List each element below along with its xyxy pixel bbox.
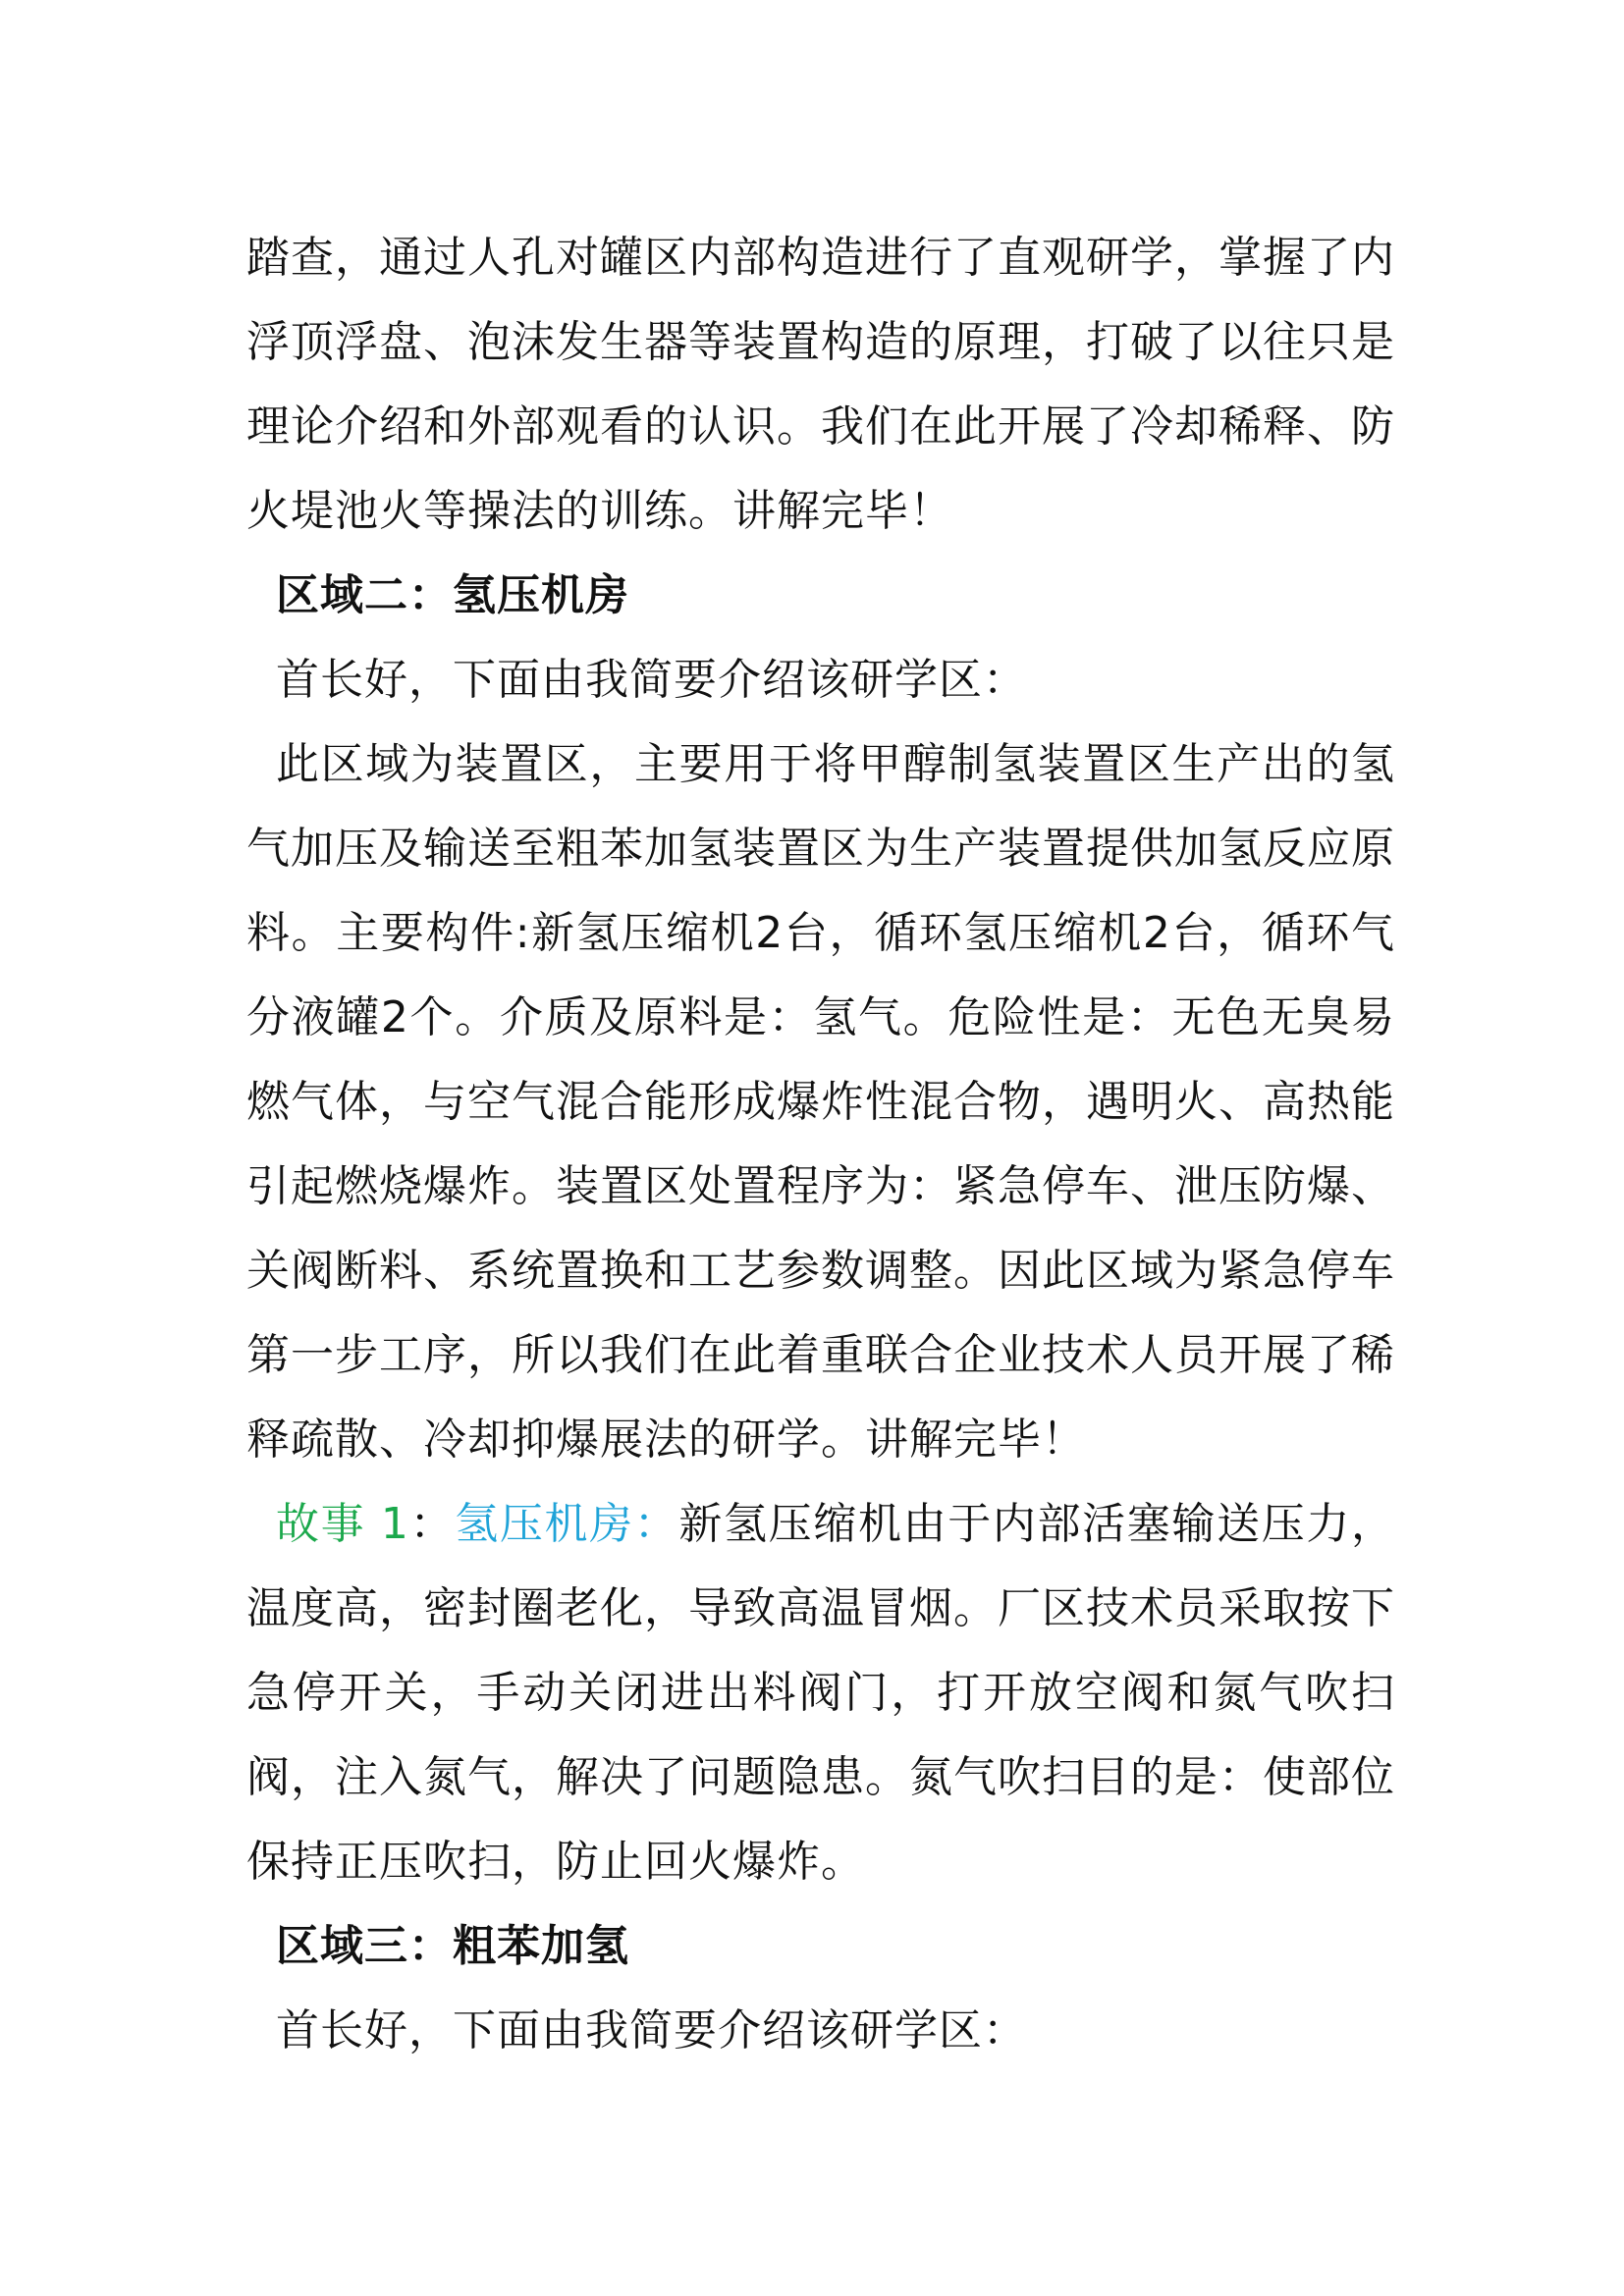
greeting-area-three: 首长好，下面由我简要介绍该研学区： <box>276 2005 1027 2056</box>
paragraph-tank-area-ending: 踏查，通过人孔对罐区内部构造进行了直观研学，掌握了内浮顶浮盘、泡沫发生器等装置构造的原理，打破了以往只是理论介绍和外部观看的认识。我们在此开展了冷却稀释、防火堤池火等操法的训练。讲解完毕！ <box>246 233 1395 536</box>
section-heading-area-two: 区域二：氢压机房 <box>276 570 629 620</box>
section-heading-area-three: 区域三：粗苯加氢 <box>276 1921 629 1971</box>
story-title: 氢压机房： <box>455 1499 679 1549</box>
story-label-colon: ： <box>408 1499 456 1549</box>
document-body <box>246 216 1395 2073</box>
paragraph-area-two-body: 此区域为装置区，主要用于将甲醇制氢装置区生产出的氢气加压及输送至粗苯加氢装置区为生产装置提供加氢反应原料。主要构件:新氢压缩机2台，循环氢压缩机2台，循环气分液罐2个。介质及原料是：氢气。危险性是：无色无臭易燃气体，与空气混合能形成爆炸性混合物，遇明火、高热能引起燃烧爆炸。装置区处置程序为：紧急停车、泄压防爆、关阀断料、系统置换和工艺参数调整。因此区域为紧急停车第一步工序，所以我们在此着重联合企业技术人员开展了稀释疏散、冷却抑爆展法的研学。讲解完毕！ <box>246 739 1395 1465</box>
story-label: 故事 1 <box>276 1499 409 1549</box>
story-paragraph <box>246 1482 1395 1904</box>
story-body: 新氢压缩机由于内部活塞输送压力，温度高，密封圈老化，导致高温冒烟。厂区技术员采取按下急停开关，手动关闭进出料阀门，打开放空阀和氮气吹扫阀，注入氮气，解决了问题隐患。氮气吹扫目的是：使部位保持正压吹扫，防止回火爆炸。 <box>246 1499 1395 1887</box>
greeting-area-two: 首长好，下面由我简要介绍该研学区： <box>276 655 1027 705</box>
